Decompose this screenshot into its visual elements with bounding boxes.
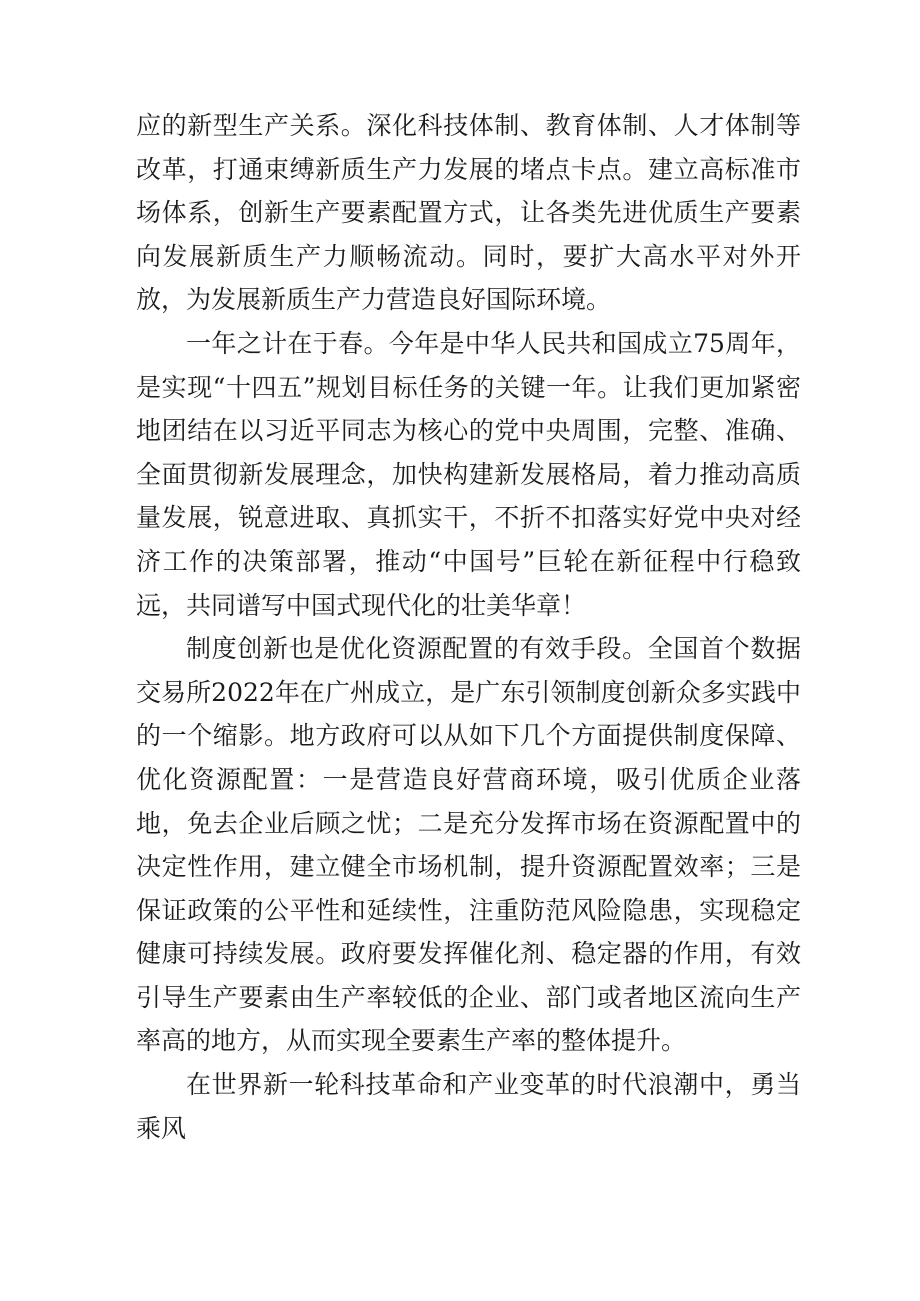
paragraph: 在世界新一轮科技革命和产业变革的时代浪潮中，勇当乘风 bbox=[136, 1070, 801, 1143]
document-body bbox=[136, 104, 801, 1150]
paragraph: 一年之计在于春。今年是中华人民共和国成立75周年，是实现“十四五”规划目标任务的关键一年。让我们更加紧密地团结在以习近平同志为核心的党中央周围，完整、准确、全面贯彻新发展理念，加快构建新发展格局，着力推动高质量发展，锐意进取、真抓实干，不折不扣落实好党中央对经济工作的决策部署，推动“中国号”巨轮在新征程中行稳致远，共同谱写中国式现代化的壮美华章！ bbox=[136, 328, 801, 620]
paragraph-continued: 应的新型生产关系。深化科技体制、教育体制、人才体制等改革，打通束缚新质生产力发展的堵点卡点。建立高标准市场体系，创新生产要素配置方式，让各类先进优质生产要素向发展新质生产力顺畅流动。同时，要扩大高水平对外开放，为发展新质生产力营造良好国际环境。 bbox=[136, 111, 801, 315]
paragraph: 制度创新也是优化资源配置的有效手段。全国首个数据交易所2022年在广州成立，是广东引领制度创新众多实践中的一个缩影。地方政府可以从如下几个方面提供制度保障、优化资源配置：一是营造良好营商环境，吸引优质企业落地，免去企业后顾之忧；二是充分发挥市场在资源配置中的决定性作用，建立健全市场机制，提升资源配置效率；三是保证政策的公平性和延续性，注重防范风险隐患，实现稳定健康可持续发展。政府要发挥催化剂、稳定器的作用，有效引导生产要素由生产率较低的企业、部门或者地区流向生产率高的地方，从而实现全要素生产率的整体提升。 bbox=[136, 634, 801, 1056]
